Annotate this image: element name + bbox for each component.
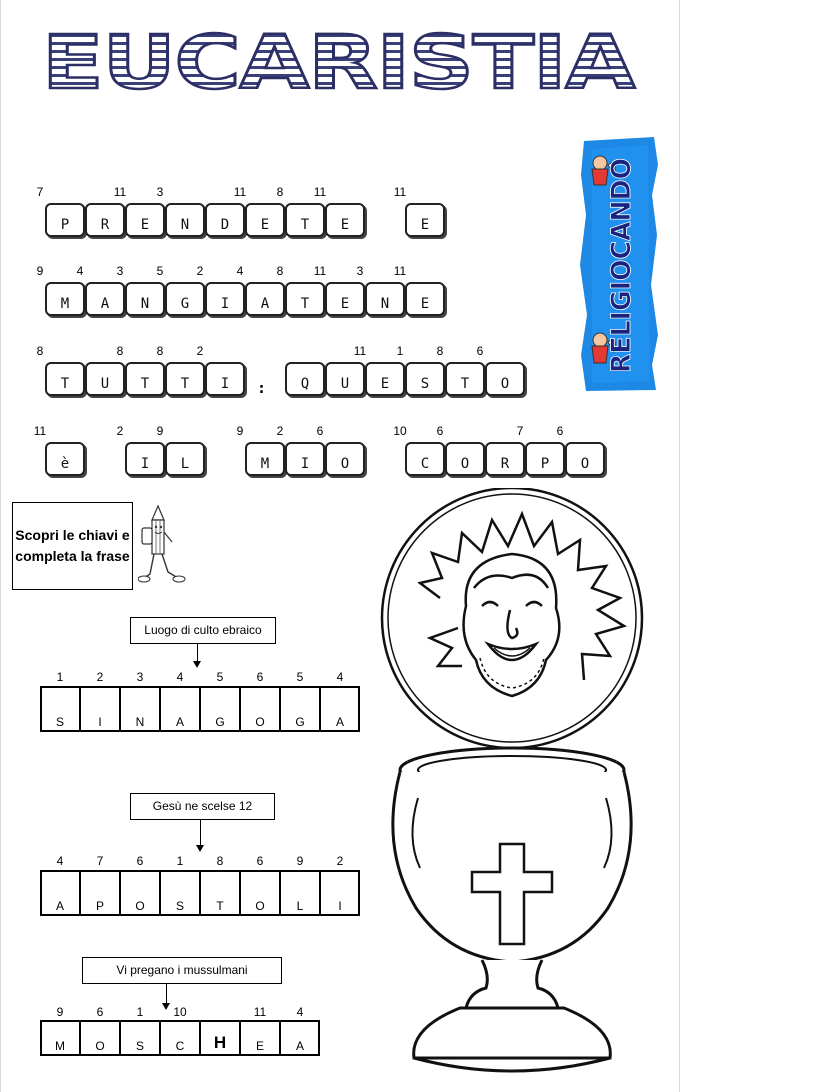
answer-letter-cell[interactable]: S [120, 1020, 160, 1056]
phrase-letter-tile[interactable]: E [365, 362, 405, 396]
phrase-clue-number: 8 [156, 344, 164, 358]
phrase-clue-number: 8 [276, 264, 284, 278]
phrase-clue-number: 4 [76, 264, 84, 278]
phrase-letter-tile[interactable]: A [245, 282, 285, 316]
phrase-clue-number: 11 [313, 264, 327, 278]
clue-number: 6 [96, 1005, 104, 1019]
phrase-clue-number: 11 [33, 424, 47, 438]
phrase-letter-tile[interactable]: M [45, 282, 85, 316]
phrase-clue-number: 9 [36, 264, 44, 278]
clue-number: 7 [96, 854, 104, 868]
phrase-letter-tile[interactable]: Q [285, 362, 325, 396]
down-arrow-icon [197, 644, 198, 662]
eucharist-illustration [370, 488, 670, 1088]
phrase-clue-number: 2 [276, 424, 284, 438]
phrase-clue-number: 2 [196, 344, 204, 358]
phrase-clue-number: 8 [36, 344, 44, 358]
clue-number: 8 [216, 854, 224, 868]
phrase-letter-tile[interactable]: è [45, 442, 85, 476]
phrase-letter-tile[interactable]: I [125, 442, 165, 476]
phrase-letter-tile[interactable]: O [445, 442, 485, 476]
phrase-clue-number: 8 [276, 185, 284, 199]
answer-letter-cell[interactable]: A [160, 686, 200, 732]
answer-letter-cell[interactable]: A [40, 870, 80, 916]
phrase-clue-number: 7 [36, 185, 44, 199]
answer-letter-cell[interactable]: T [200, 870, 240, 916]
phrase-letter-tile[interactable]: D [205, 203, 245, 237]
clue-number: 3 [136, 670, 144, 684]
phrase-clue-number: 9 [236, 424, 244, 438]
clue-number: 5 [216, 670, 224, 684]
phrase-letter-tile[interactable]: U [85, 362, 125, 396]
answer-letter-cell[interactable]: L [280, 870, 320, 916]
clue-label: Luogo di culto ebraico [130, 617, 276, 644]
phrase-letter-tile[interactable]: L [165, 442, 205, 476]
religiocando-logo [578, 135, 660, 393]
phrase-letter-tile[interactable]: U [325, 362, 365, 396]
instruction-box [12, 502, 133, 590]
clue-label: Vi pregano i mussulmani [82, 957, 282, 984]
phrase-letter-tile[interactable]: M [245, 442, 285, 476]
phrase-clue-number: 11 [393, 264, 407, 278]
clue-number: 4 [296, 1005, 304, 1019]
answer-letter-cell[interactable]: G [280, 686, 320, 732]
phrase-clue-number: 6 [476, 344, 484, 358]
phrase-letter-tile[interactable]: E [405, 282, 445, 316]
phrase-clue-number: 10 [393, 424, 407, 438]
clue-number: 10 [173, 1005, 187, 1019]
phrase-letter-tile[interactable]: R [485, 442, 525, 476]
phrase-colon: : [257, 379, 267, 397]
answer-letter-cell[interactable]: I [80, 686, 120, 732]
clue-number: 1 [136, 1005, 144, 1019]
clue-number: 4 [336, 670, 344, 684]
phrase-letter-tile[interactable]: E [245, 203, 285, 237]
phrase-letter-tile[interactable]: I [205, 282, 245, 316]
title-graphic [40, 18, 640, 98]
jesus-face-icon [464, 554, 560, 696]
phrase-clue-number: 8 [116, 344, 124, 358]
title-text: EUCARISTIA [42, 20, 635, 98]
phrase-clue-number: 7 [516, 424, 524, 438]
clue-number: 1 [56, 670, 64, 684]
clue-number: 5 [296, 670, 304, 684]
phrase-clue-number: 8 [436, 344, 444, 358]
phrase-letter-tile[interactable]: E [325, 203, 365, 237]
clue-number: 9 [56, 1005, 64, 1019]
answer-letter-cell[interactable]: O [240, 686, 280, 732]
phrase-letter-tile[interactable]: S [405, 362, 445, 396]
phrase-letter-tile[interactable]: A [85, 282, 125, 316]
phrase-clue-number: 11 [233, 185, 247, 199]
phrase-clue-number: 11 [393, 185, 407, 199]
pencil-character-icon [138, 502, 186, 588]
answer-letter-cell[interactable]: H [200, 1020, 240, 1056]
clue-number: 2 [336, 854, 344, 868]
phrase-clue-number: 2 [116, 424, 124, 438]
answer-letter-cell[interactable]: N [120, 686, 160, 732]
phrase-letter-tile[interactable]: I [205, 362, 245, 396]
phrase-clue-number: 4 [236, 264, 244, 278]
phrase-clue-number: 2 [196, 264, 204, 278]
ciborium-icon [393, 748, 631, 1071]
phrase-clue-number: 1 [396, 344, 404, 358]
phrase-letter-tile[interactable]: P [525, 442, 565, 476]
phrase-letter-tile[interactable]: N [125, 282, 165, 316]
answer-letter-cell[interactable]: I [320, 870, 360, 916]
answer-letter-cell[interactable]: S [40, 686, 80, 732]
phrase-letter-tile[interactable]: E [125, 203, 165, 237]
phrase-letter-tile[interactable]: I [285, 442, 325, 476]
answer-letter-cell[interactable]: A [280, 1020, 320, 1056]
phrase-clue-number: 3 [156, 185, 164, 199]
phrase-clue-number: 11 [353, 344, 367, 358]
clue-number: 6 [256, 854, 264, 868]
phrase-letter-tile[interactable]: O [325, 442, 365, 476]
answer-letter-cell[interactable]: P [80, 870, 120, 916]
logo-text: RELIGIOCANDO [606, 142, 637, 373]
answer-letter-cell[interactable]: M [40, 1020, 80, 1056]
phrase-row [0, 424, 680, 484]
answer-letter-cell[interactable]: A [320, 686, 360, 732]
phrase-clue-number: 9 [156, 424, 164, 438]
clue-number: 1 [176, 854, 184, 868]
answer-letter-cell[interactable]: C [160, 1020, 200, 1056]
phrase-letter-tile[interactable]: E [325, 282, 365, 316]
phrase-letter-tile[interactable]: T [285, 203, 325, 237]
phrase-letter-tile[interactable]: C [405, 442, 445, 476]
answer-letter-cell[interactable]: E [240, 1020, 280, 1056]
phrase-letter-tile[interactable]: N [165, 203, 205, 237]
phrase-letter-tile[interactable]: T [285, 282, 325, 316]
answer-letter-cell[interactable]: S [160, 870, 200, 916]
clue-number: 6 [256, 670, 264, 684]
clue-number: 4 [56, 854, 64, 868]
phrase-letter-tile[interactable]: P [45, 203, 85, 237]
clue-number: 2 [96, 670, 104, 684]
down-arrow-icon [166, 984, 167, 1004]
phrase-clue-number: 11 [113, 185, 127, 199]
phrase-clue-number: 6 [316, 424, 324, 438]
phrase-clue-number: 5 [156, 264, 164, 278]
phrase-letter-tile[interactable]: T [165, 362, 205, 396]
clue-number: 9 [296, 854, 304, 868]
answer-letter-cell[interactable]: G [200, 686, 240, 732]
answer-letter-cell[interactable]: O [120, 870, 160, 916]
phrase-clue-number: 6 [556, 424, 564, 438]
phrase-clue-number: 3 [356, 264, 364, 278]
phrase-letter-tile[interactable]: T [445, 362, 485, 396]
phrase-letter-tile[interactable]: R [85, 203, 125, 237]
clue-label: Gesù ne scelse 12 [130, 793, 275, 820]
phrase-clue-number: 11 [313, 185, 327, 199]
phrase-letter-tile[interactable]: T [125, 362, 165, 396]
clue-number: 6 [136, 854, 144, 868]
phrase-letter-tile[interactable]: O [565, 442, 605, 476]
instruction-text: Scopri le chiavi e completa la frase [15, 527, 130, 564]
phrase-letter-tile[interactable]: E [405, 203, 445, 237]
phrase-letter-tile[interactable]: G [165, 282, 205, 316]
answer-letter-cell[interactable]: O [80, 1020, 120, 1056]
phrase-clue-number: 6 [436, 424, 444, 438]
phrase-letter-tile[interactable]: T [45, 362, 85, 396]
clue-number: 4 [176, 670, 184, 684]
answer-letter-cell[interactable]: O [240, 870, 280, 916]
clue-number: 11 [253, 1005, 267, 1019]
phrase-letter-tile[interactable]: O [485, 362, 525, 396]
phrase-letter-tile[interactable]: N [365, 282, 405, 316]
down-arrow-icon [200, 820, 201, 846]
phrase-clue-number: 3 [116, 264, 124, 278]
